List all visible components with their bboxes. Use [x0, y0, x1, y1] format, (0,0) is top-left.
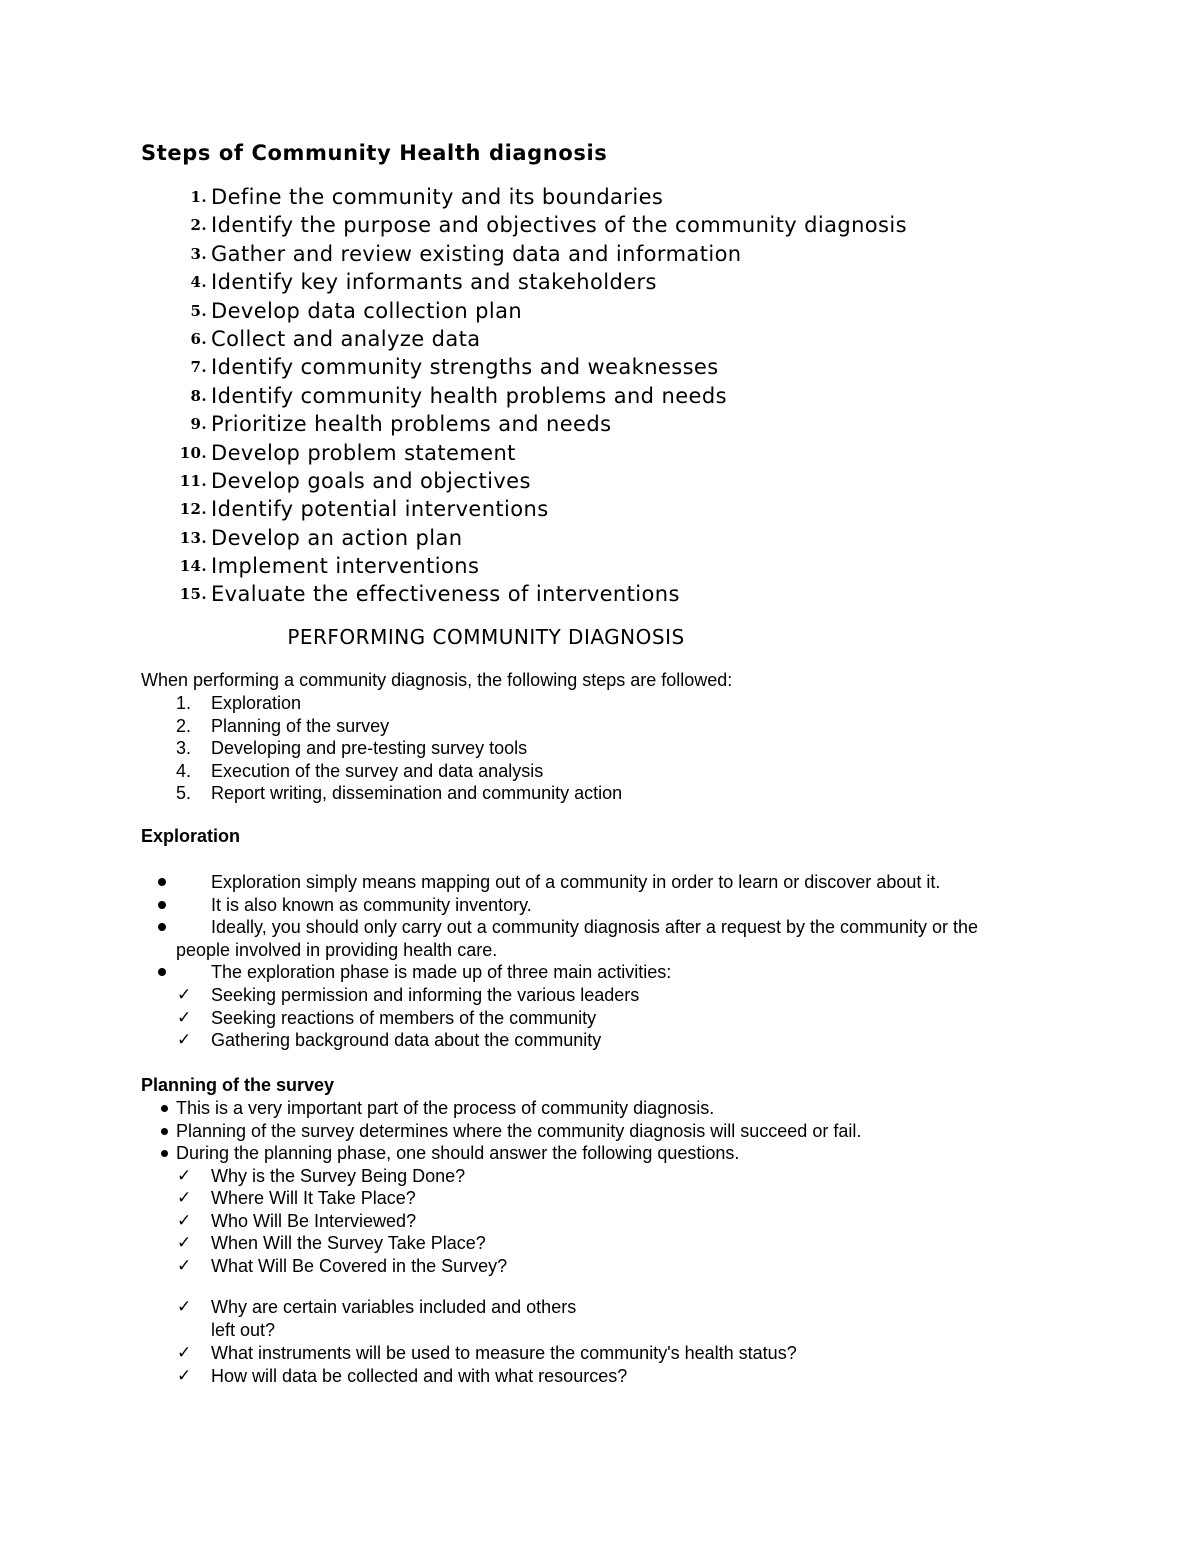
item-number: 5. [176, 783, 192, 804]
item-text: Collect and analyze data [211, 326, 481, 351]
item-number: 13. [179, 528, 207, 547]
bullet-text: Planning of the survey determines where the community diagnosis will succeed or fail. [176, 1121, 862, 1141]
item-text: Identify community strengths and weaknesses [211, 355, 719, 380]
item-number: 3. [176, 738, 192, 759]
item-number: 7. [190, 358, 207, 377]
checkmark-icon: ✓ [177, 1366, 192, 1386]
checkmark-icon: ✓ [177, 1030, 192, 1050]
item-text: Develop data collection plan [211, 298, 523, 323]
item-number: 2. [190, 216, 207, 235]
item-text: Develop goals and objectives [211, 468, 531, 493]
check-item-text: What Will Be Covered in the Survey? [211, 1256, 508, 1276]
item-text: Execution of the survey and data analysis [211, 760, 544, 781]
checkmark-icon: ✓ [177, 1256, 192, 1276]
check-item-text: Gathering background data about the community [211, 1030, 602, 1050]
item-number: 12. [179, 500, 207, 519]
bullet-text: During the planning phase, one should answer the following questions. [176, 1143, 740, 1163]
item-number: 4. [190, 273, 207, 292]
item-number: 4. [176, 760, 192, 781]
item-text: Exploration [211, 693, 302, 713]
item-text: Develop problem statement [211, 440, 516, 465]
item-number: 1. [190, 188, 207, 206]
item-text: Identify community health problems and needs [211, 383, 727, 408]
check-item-text: Seeking permission and informing the various leaders [211, 985, 640, 1005]
section-title-performing: PERFORMING COMMUNITY DIAGNOSIS [287, 625, 685, 649]
bullet-dot-icon [161, 1150, 168, 1157]
item-number: 10. [179, 443, 207, 462]
item-number: 11. [179, 471, 207, 490]
bullet-dot-icon [158, 923, 166, 931]
check-item-text: Why is the Survey Being Done? [211, 1166, 466, 1186]
item-number: 1. [176, 693, 192, 713]
checkmark-icon: ✓ [177, 1211, 192, 1231]
bullet-text: Exploration simply means mapping out of a community in order to learn or discover about it. [211, 872, 941, 892]
item-number: 15. [179, 585, 207, 604]
item-text: Identify potential interventions [211, 497, 549, 522]
bullet-dot-icon [158, 968, 166, 976]
item-text: Developing and pre-testing survey tools [211, 738, 528, 759]
item-text: Evaluate the effectiveness of interventions [211, 582, 680, 607]
bullet-text: The exploration phase is made up of three main activities: [211, 962, 672, 982]
item-number: 9. [190, 415, 207, 434]
check-item-text: When Will the Survey Take Place? [211, 1233, 486, 1253]
check-item-text: What instruments will be used to measure the community's health status? [211, 1343, 797, 1363]
item-text: Gather and review existing data and information [211, 241, 742, 266]
checkmark-icon: ✓ [177, 1188, 192, 1208]
checkmark-icon: ✓ [177, 1343, 192, 1363]
checkmark-icon: ✓ [177, 1008, 192, 1028]
bullet-text-continued: people involved in providing health care. [176, 940, 498, 960]
item-text: Report writing, dissemination and community action [211, 783, 623, 804]
checkmark-icon: ✓ [177, 1233, 192, 1253]
check-item-text: Seeking reactions of members of the community [211, 1008, 597, 1028]
check-item-text: How will data be collected and with what resources? [211, 1366, 628, 1386]
item-text: Develop an action plan [211, 525, 463, 550]
bullet-text: This is a very important part of the process of community diagnosis. [176, 1098, 715, 1118]
checkmark-icon: ✓ [177, 1166, 192, 1186]
item-number: 14. [179, 557, 207, 576]
check-item-text: Where Will It Take Place? [211, 1188, 416, 1208]
item-text: Identify key informants and stakeholders [211, 270, 657, 295]
bullet-dot-icon [158, 901, 166, 909]
intro-paragraph: When performing a community diagnosis, the following steps are followed: [141, 670, 733, 690]
bullet-dot-icon [161, 1105, 168, 1112]
check-item-text: Why are certain variables included and others [211, 1297, 577, 1317]
check-item-text: Who Will Be Interviewed? [211, 1211, 417, 1231]
checkmark-icon: ✓ [177, 1297, 192, 1317]
item-text: Define the community and its boundaries [211, 185, 664, 209]
item-number: 2. [176, 715, 192, 736]
check-item-text-continued: left out? [211, 1320, 276, 1340]
item-number: 6. [190, 329, 207, 348]
checkmark-icon: ✓ [177, 985, 192, 1005]
item-text: Implement interventions [211, 554, 480, 579]
bullet-dot-icon [161, 1128, 168, 1135]
bullet-text: It is also known as community inventory. [211, 895, 532, 915]
item-number: 3. [190, 244, 207, 263]
heading-planning: Planning of the survey [141, 1075, 335, 1095]
item-number: 5. [190, 301, 207, 320]
item-text: Planning of the survey [211, 715, 390, 736]
section-title-steps: Steps of Community Health diagnosis [141, 141, 608, 165]
item-text: Identify the purpose and objectives of the community diagnosis [211, 213, 907, 238]
bullet-text: Ideally, you should only carry out a community diagnosis after a request by the community or the [211, 917, 979, 937]
item-text: Prioritize health problems and needs [211, 412, 612, 437]
bullet-dot-icon [158, 878, 166, 886]
heading-exploration: Exploration [141, 826, 241, 846]
item-number: 8. [190, 386, 207, 405]
